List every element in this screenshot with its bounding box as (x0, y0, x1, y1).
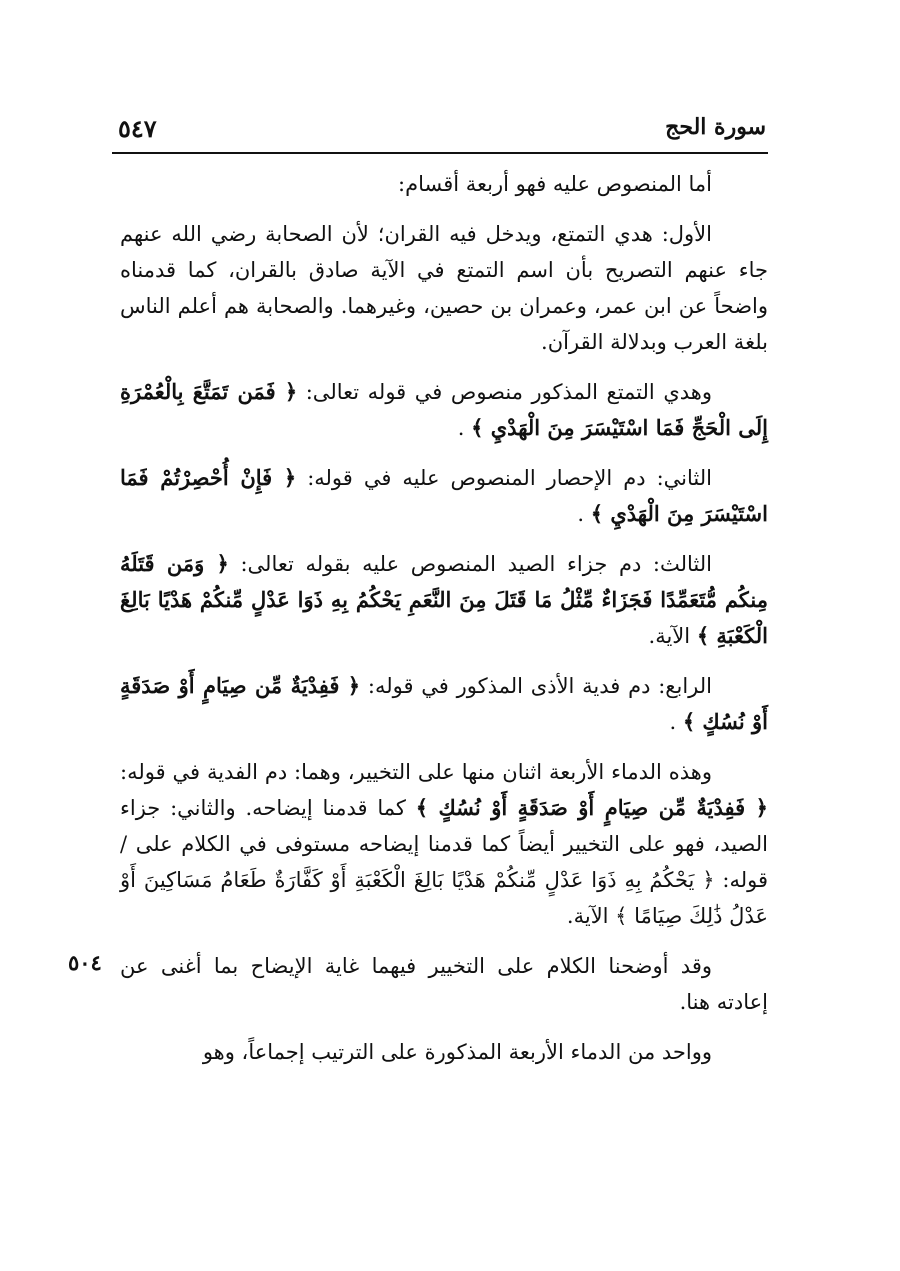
paragraph-text: وقد أوضحنا الكلام على التخيير فيهما غاية الإيضاح بما أغنى عن إعادته هنا. (120, 954, 768, 1014)
paragraph-third-section (120, 546, 768, 654)
paragraph-text: الرابع: دم فدية الأذى المذكور في قوله: (367, 674, 712, 698)
surah-title: سورة الحج (665, 114, 766, 140)
page-number: ٥٤٧ (118, 114, 157, 143)
paragraph-text: الثالث: دم جزاء الصيد المنصوص عليه بقوله تعالى: (240, 552, 712, 576)
quran-verse: ﴿ فَفِدْيَةٌ مِّن صِيَامٍ أَوْ صَدَقَةٍ أَوْ نُسُكٍ ﴾ (120, 673, 768, 734)
paragraph-text: وواحد من الدماء الأربعة المذكورة على الترتيب إجماعاً، وهو (202, 1040, 712, 1064)
paragraph-text: . (457, 416, 465, 440)
paragraph-order (120, 1034, 768, 1070)
paragraph-text: أما المنصوص عليه فهو أربعة أقسام: (398, 172, 712, 196)
paragraph-text: كما قدمنا إيضاحه. والثاني: جزاء الصيد، فهو على التخيير أيضاً كما قدمنا إيضاحه مستوفى في الكلام على / قوله: ﴿ يَحْكُمُ بِهِ ذَوَا عَدْلٍ مِّنكُمْ هَدْيًا بَالِغَ الْكَعْبَةِ أَوْ كَفَّارَةٌ طَعَامُ مَسَاكِينَ أَوْ عَدْلُ ذَٰلِكَ صِيَامًا ﴾ الآية. (120, 796, 768, 928)
page-header (112, 112, 768, 154)
paragraph-text: الآية. (648, 624, 691, 648)
paragraph-text: وهدي التمتع المذكور منصوص في قوله تعالى: (305, 380, 712, 404)
page-body (120, 166, 768, 1084)
quran-verse: ﴿ فَإِنْ أُحْصِرْتُمْ فَمَا اسْتَيْسَرَ مِنَ الْهَدْيِ ﴾ (120, 465, 768, 526)
paragraph-tamattu (120, 374, 768, 446)
paragraph-explained (120, 948, 768, 1020)
paragraph-text: وهذه الدماء الأربعة اثنان منها على التخيير، وهما: دم الفدية في قوله: (120, 760, 712, 784)
paragraph-fourth-section (120, 668, 768, 740)
paragraph-second-section (120, 460, 768, 532)
quran-verse: ﴿ وَمَن قَتَلَهُ مِنكُم مُّتَعَمِّدًا فَجَزَاءٌ مِّثْلُ مَا قَتَلَ مِنَ النَّعَمِ يَحْكُمُ بِهِ ذَوَا عَدْلٍ مِّنكُمْ هَدْيًا بَالِغَ الْكَعْبَةِ ﴾ (120, 551, 768, 648)
paragraph-first-section (120, 216, 768, 360)
paragraph-text: الأول: هدي التمتع، ويدخل فيه القران؛ لأن الصحابة رضي الله عنهم جاء عنهم التصريح بأن اسم التمتع في الآية صادق بالقران، كما قدمناه واضحاً عن ابن عمر، وعمران بن حصين، وغيرهما. والصحابة هم أعلم الناس بلغة العرب وبدلالة القرآن. (120, 222, 769, 354)
paragraph-text: . (577, 502, 585, 526)
paragraph-text: . (669, 710, 677, 734)
paragraph-intro (120, 166, 768, 202)
paragraph-text: الثاني: دم الإحصار المنصوص عليه في قوله: (307, 466, 712, 490)
paragraph-choice (120, 754, 768, 934)
quran-verse: ﴿ فَمَن تَمَتَّعَ بِالْعُمْرَةِ إِلَى الْحَجِّ فَمَا اسْتَيْسَرَ مِنَ الْهَدْيِ ﴾ (120, 379, 768, 440)
quran-verse: ﴿ فَفِدْيَةٌ مِّن صِيَامٍ أَوْ صَدَقَةٍ أَوْ نُسُكٍ ﴾ (415, 795, 768, 820)
margin-page-reference: ٥٠٤ (68, 950, 102, 975)
